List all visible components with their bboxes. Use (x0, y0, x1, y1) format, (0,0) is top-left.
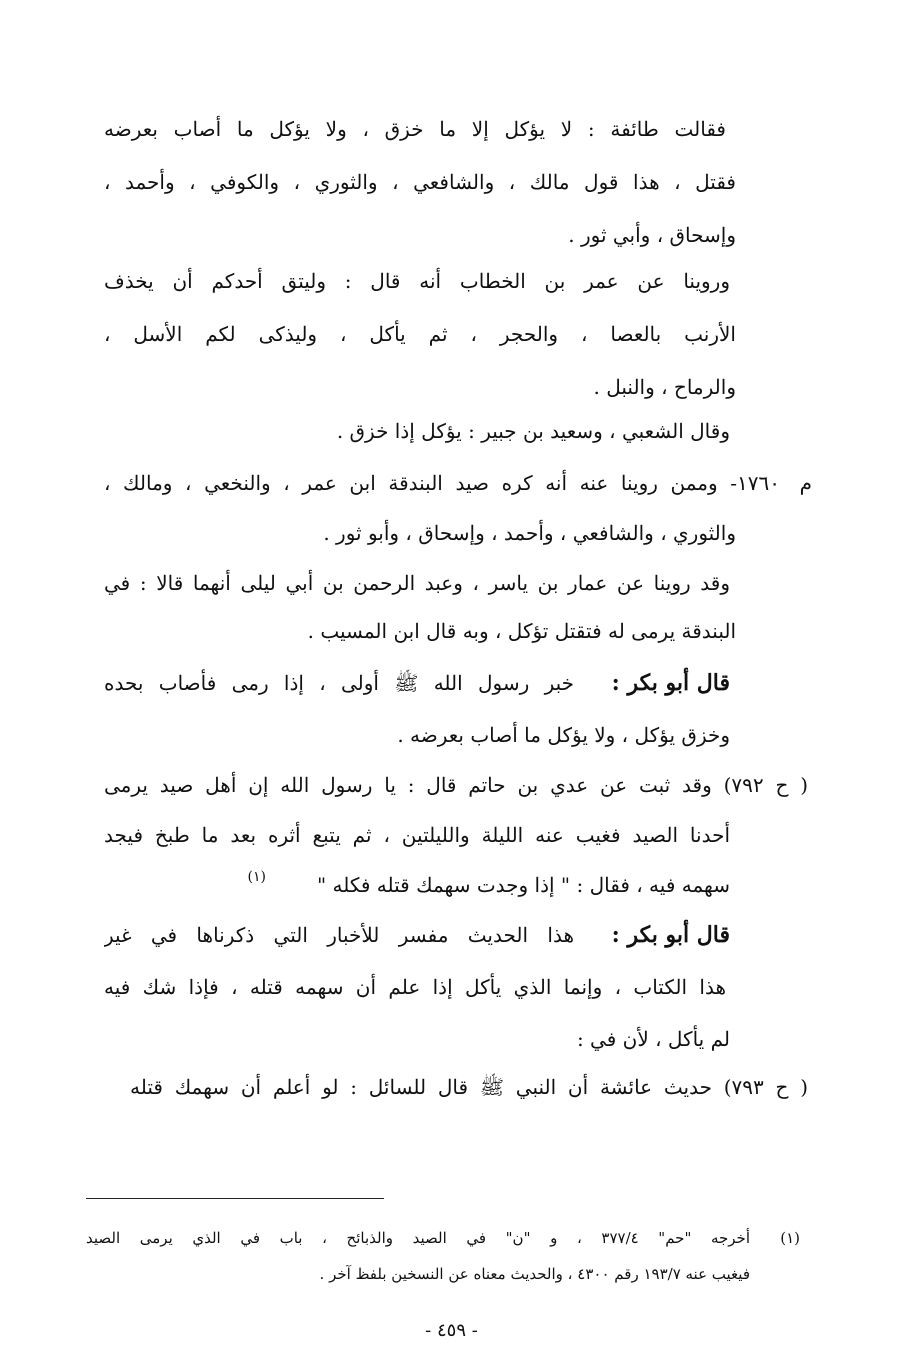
footnote-number: (١) (780, 1229, 800, 1247)
text-line: وقال الشعبي ، وسعيد بن جبير : يؤكل إذا خزق . (336, 419, 730, 443)
text-line: فقتل ، هذا قول مالك ، والشافعي ، والثوري ، والكوفي ، وأحمد ، (104, 170, 736, 194)
text-line: ١٧٦٠- وممن روينا عنه أنه كره صيد البندقة ابن عمر ، والنخعي ، ومالك ، (104, 471, 780, 495)
page-number: - ٤٥٩ - (425, 1320, 478, 1341)
text-line: هذا الكتاب ، وإنما الذي يأكل إذا علم أن سهمه قتله ، فإذا شك فيه (104, 975, 726, 999)
margin-marker: م (799, 471, 812, 495)
text-line: وإسحاق ، وأبي ثور . (568, 223, 736, 247)
text-line: أحدنا الصيد فغيب عنه الليلة والليلتين ، ثم يتبع أثره بعد ما طبخ فيجد (104, 823, 730, 847)
text-line: لم يأكل ، لأن في : (576, 1027, 730, 1051)
speaker-label: قال أبو بكر : (611, 922, 730, 948)
speaker-label: قال أبو بكر : (611, 670, 730, 696)
text-line: وخزق يؤكل ، ولا يؤكل ما أصاب بعرضه . (397, 723, 730, 747)
text-line: وقد روينا عن عمار بن ياسر ، وعبد الرحمن بن أبي ليلى أنهما قالا : في (104, 571, 730, 595)
hadith-line: ( ح ٧٩٣) حديث عائشة أن النبي ﷺ قال للسائل : لو أعلم أن سهمك قتله (130, 1075, 808, 1099)
text-line: سهمه فيه ، فقال : " إذا وجدت سهمك قتله فكله " (316, 873, 730, 897)
text-line: وروينا عن عمر بن الخطاب أنه قال : وليتق أحدكم أن يخذف (104, 269, 730, 293)
text-line: الأرنب بالعصا ، والحجر ، ثم يأكل ، وليذكى لكم الأسل ، (104, 322, 736, 346)
footnote-line: أخرجه "حم" ٣٧٧/٤ ، و "ن" في الصيد والذبائح ، باب في الذي يرمى الصيد (86, 1229, 750, 1247)
hadith-line: ( ح ٧٩٢) وقد ثبت عن عدي بن حاتم قال : يا رسول الله إن أهل صيد يرمى (104, 773, 808, 797)
text-line: فقالت طائفة : لا يؤكل إلا ما خزق ، ولا يؤكل ما أصاب بعرضه (104, 117, 726, 141)
footnote-ref: (١) (247, 869, 266, 885)
footnote-separator (86, 1198, 384, 1199)
footnote-line: فيغيب عنه ١٩٣/٧ رقم ٤٣٠٠ ، والحديث معناه عن النسخين بلفظ آخر . (319, 1265, 750, 1283)
text-line: والثوري ، والشافعي ، وأحمد ، وإسحاق ، وأبو ثور . (323, 521, 736, 545)
text-line: البندقة يرمى له فتقتل تؤكل ، وبه قال ابن المسيب . (307, 619, 736, 643)
text-line: والرماح ، والنبل . (593, 375, 736, 399)
text-line: خبر رسول الله ﷺ أولى ، إذا رمى فأصاب بحده (104, 671, 574, 695)
text-line: هذا الحديث مفسر للأخبار التي ذكرناها في غير (104, 923, 574, 947)
